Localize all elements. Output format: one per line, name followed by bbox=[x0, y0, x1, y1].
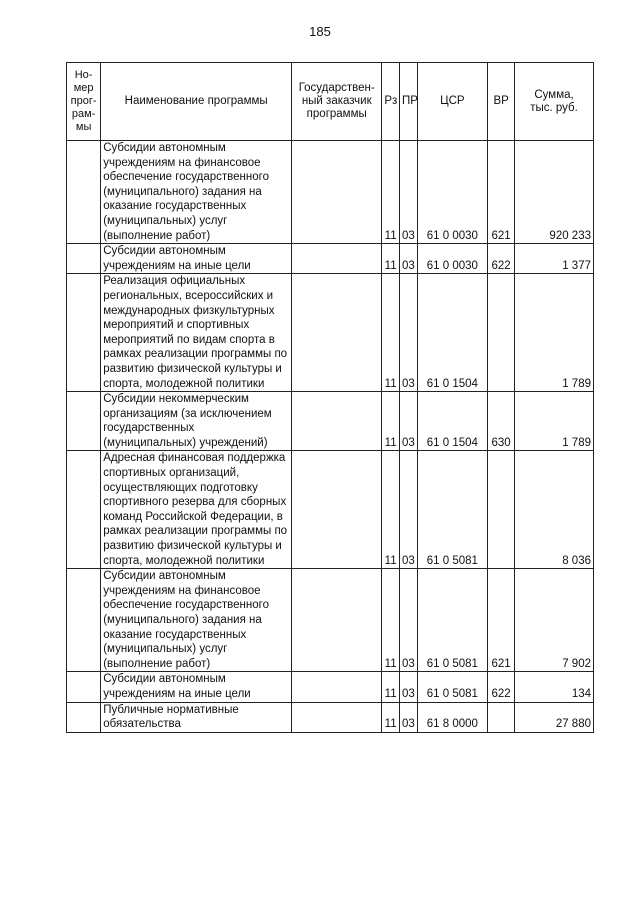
cell-rz: 11 bbox=[382, 141, 400, 244]
cell-csr: 61 0 1504 bbox=[417, 274, 488, 392]
cell-program-number bbox=[67, 141, 101, 244]
header-state-customer: Государствен- ный заказчик программы bbox=[292, 63, 382, 141]
cell-sum: 7 902 bbox=[515, 569, 594, 672]
table-row bbox=[67, 274, 594, 392]
cell-program-number bbox=[67, 244, 101, 274]
cell-program-name: Субсидии автономным учреждениям на финансовое обеспечение государственного (муниципального) задания на оказание государственных (муниципальных) услуг (выполнение работ) bbox=[101, 569, 292, 672]
cell-sum: 8 036 bbox=[515, 451, 594, 569]
cell-rz: 11 bbox=[382, 451, 400, 569]
cell-pr: 03 bbox=[399, 451, 417, 569]
cell-vr bbox=[488, 274, 515, 392]
cell-program-name: Публичные нормативные обязательства bbox=[101, 702, 292, 732]
cell-csr: 61 0 0030 bbox=[417, 141, 488, 244]
cell-pr: 03 bbox=[399, 141, 417, 244]
cell-customer bbox=[292, 141, 382, 244]
cell-rz: 11 bbox=[382, 274, 400, 392]
table-row bbox=[67, 141, 594, 244]
cell-vr bbox=[488, 702, 515, 732]
cell-program-name: Субсидии некоммерческим организациям (за исключением государственных (муниципальных) учреждений) bbox=[101, 392, 292, 451]
cell-program-number bbox=[67, 569, 101, 672]
cell-pr: 03 bbox=[399, 702, 417, 732]
cell-csr: 61 0 0030 bbox=[417, 244, 488, 274]
cell-program-name: Субсидии автономным учреждениям на иные цели bbox=[101, 672, 292, 702]
cell-sum: 134 bbox=[515, 672, 594, 702]
cell-rz: 11 bbox=[382, 569, 400, 672]
cell-pr: 03 bbox=[399, 392, 417, 451]
cell-sum: 27 880 bbox=[515, 702, 594, 732]
cell-program-name: Субсидии автономным учреждениям на финансовое обеспечение государственного (муниципального) задания на оказание государственных (муниципальных) услуг (выполнение работ) bbox=[101, 141, 292, 244]
cell-pr: 03 bbox=[399, 569, 417, 672]
cell-pr: 03 bbox=[399, 244, 417, 274]
cell-csr: 61 0 5081 bbox=[417, 451, 488, 569]
cell-program-number bbox=[67, 702, 101, 732]
cell-customer bbox=[292, 451, 382, 569]
header-sum: Сумма, тыс. руб. bbox=[515, 63, 594, 141]
table-row bbox=[67, 451, 594, 569]
cell-rz: 11 bbox=[382, 244, 400, 274]
header-csr: ЦСР bbox=[417, 63, 488, 141]
cell-sum: 920 233 bbox=[515, 141, 594, 244]
cell-program-name: Субсидии автономным учреждениям на иные цели bbox=[101, 244, 292, 274]
cell-rz: 11 bbox=[382, 672, 400, 702]
table-row bbox=[67, 569, 594, 672]
cell-customer bbox=[292, 569, 382, 672]
header-program-name: Наименование программы bbox=[101, 63, 292, 141]
cell-rz: 11 bbox=[382, 392, 400, 451]
cell-sum: 1 377 bbox=[515, 244, 594, 274]
cell-customer bbox=[292, 392, 382, 451]
cell-vr: 621 bbox=[488, 569, 515, 672]
cell-program-name: Реализация официальных региональных, всероссийских и международных физкультурных мероприятий и спортивных мероприятий по видам спорта в рамках реализации программы по развитию физической культуры и спорта, молодежной политики bbox=[101, 274, 292, 392]
cell-vr: 622 bbox=[488, 672, 515, 702]
header-program-number: Но- мер прог- рам- мы bbox=[67, 63, 101, 141]
table-row bbox=[67, 392, 594, 451]
cell-program-number bbox=[67, 672, 101, 702]
cell-sum: 1 789 bbox=[515, 274, 594, 392]
cell-csr: 61 8 0000 bbox=[417, 702, 488, 732]
header-pr: ПР bbox=[399, 63, 417, 141]
cell-csr: 61 0 5081 bbox=[417, 569, 488, 672]
table-body bbox=[67, 141, 594, 733]
cell-vr: 622 bbox=[488, 244, 515, 274]
cell-customer bbox=[292, 244, 382, 274]
budget-table bbox=[66, 62, 594, 733]
cell-pr: 03 bbox=[399, 672, 417, 702]
cell-pr: 03 bbox=[399, 274, 417, 392]
cell-vr: 621 bbox=[488, 141, 515, 244]
page-number: 185 bbox=[309, 24, 331, 39]
cell-customer bbox=[292, 274, 382, 392]
cell-csr: 61 0 1504 bbox=[417, 392, 488, 451]
cell-program-number bbox=[67, 451, 101, 569]
cell-customer bbox=[292, 702, 382, 732]
header-rz: Рз bbox=[382, 63, 400, 141]
cell-program-name: Адресная финансовая поддержка спортивных организаций, осуществляющих подготовку спортивного резерва для сборных команд Российской Федерации, в рамках реализации программы по развитию физической культуры и спорта, молодежной политики bbox=[101, 451, 292, 569]
cell-program-number bbox=[67, 392, 101, 451]
table-header bbox=[67, 63, 594, 141]
cell-sum: 1 789 bbox=[515, 392, 594, 451]
cell-customer bbox=[292, 672, 382, 702]
table-row bbox=[67, 244, 594, 274]
table-row bbox=[67, 672, 594, 702]
header-vr: ВР bbox=[488, 63, 515, 141]
table-row bbox=[67, 702, 594, 732]
cell-program-number bbox=[67, 274, 101, 392]
cell-vr bbox=[488, 451, 515, 569]
cell-csr: 61 0 5081 bbox=[417, 672, 488, 702]
cell-vr: 630 bbox=[488, 392, 515, 451]
cell-rz: 11 bbox=[382, 702, 400, 732]
